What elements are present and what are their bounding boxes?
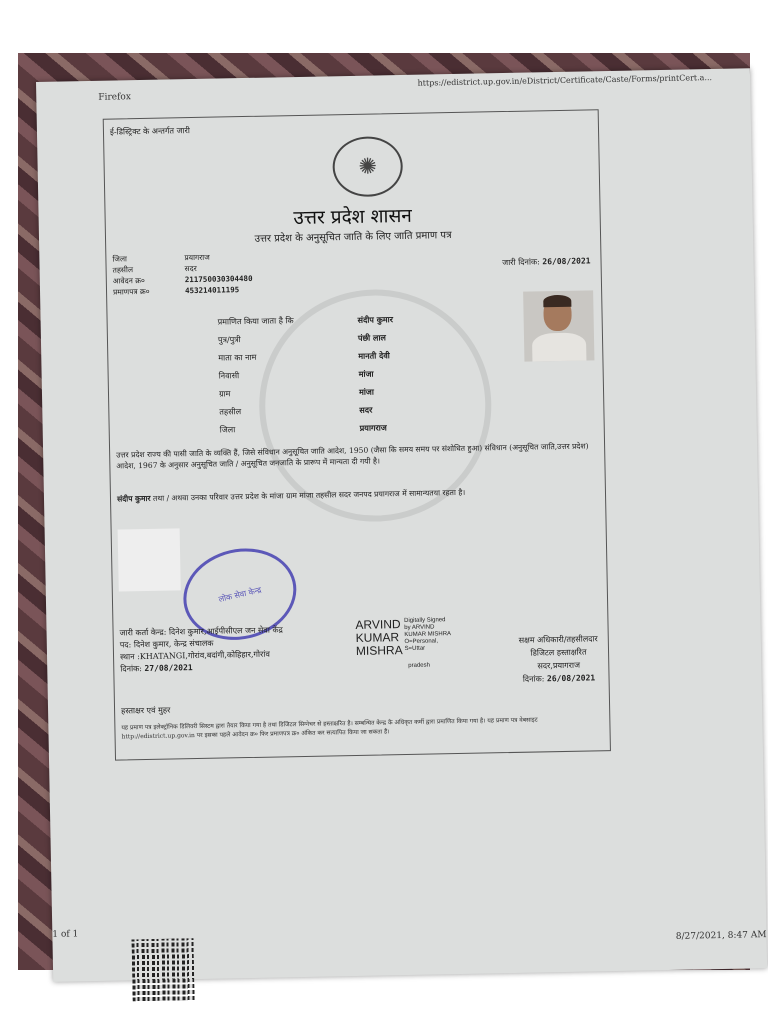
officer-date: दिनांक: 26/08/2021 [522,673,596,684]
certificate-subtitle: उत्तर प्रदेश के अनुसूचित जाति के लिए जाति प्रमाण पत्र [254,230,452,245]
issue-date [502,255,590,268]
state-emblem-icon: ✺ [332,136,403,197]
issuer-center: जारी कर्ता केन्द्र: दिनेश कुमार,आईपीसीएल जन सेवा केंद्र [119,625,283,638]
signer-name-line: MISHRA [355,643,403,658]
field-label: ग्राम [218,389,231,399]
caste-certificate [103,109,611,760]
certificate-number: 453214011195 [184,285,240,296]
application-number: 211750030304480 [184,273,253,285]
residence-text: तथा / अथवा उनका परिवार उत्तर प्रदेश के मांजा ग्राम मांजा तहसील सदर जनपद प्रयागराज में सामान्यतया रहता है। [152,487,466,503]
field-value: सदर [359,404,373,415]
sign-seal-label: हस्ताक्षर एवं मुहर [121,705,171,716]
issuer-post: पद: दिनेश कुमार, केन्द्र संचालक [119,638,214,650]
field-label: पुत्र/पुत्री [217,335,241,345]
signer-name-line: KUMAR [355,630,400,645]
issue-date-label: जारी दिनांक: [502,257,540,268]
officer-place: सदर,प्रयागराज [537,660,581,671]
meta-value: प्रयागराज [184,252,210,263]
signer-name-line: ARVIND [355,617,401,632]
applicant-photo [523,290,594,361]
certificate-title: उत्तर प्रदेश शासन [293,204,413,230]
meta-block [112,251,253,298]
field-value: संदीप कुमार [357,314,394,325]
meta-value: सदर [184,263,197,274]
issuer-block [119,624,283,675]
applicant-fields [217,310,395,439]
signer-detail: O=Personal, [404,638,439,646]
page-count: 1 of 1 [52,929,79,940]
meta-label: जिला [112,254,128,264]
browser-url: https://edistrict.up.gov.in/eDistrict/Certificate/Caste/Forms/printCert.a... [417,73,713,88]
residence-name: संदीप कुमार [116,493,151,504]
qr-code-icon [118,528,181,591]
issuer-location: स्थान :KHATANGI,गोरांव,बदांगी,कोहिहार,गोरांव [119,649,270,662]
seal-stamp-icon: लोक सेवा केन्द्र [174,537,305,650]
field-label: जिला [219,425,236,435]
printed-page [36,68,767,982]
signer-detail: S=Uttar [404,645,426,653]
field-label: निवासी [218,371,240,381]
field-row [220,418,396,439]
officer-sign: डिजिटल हस्ताक्षरित [530,647,587,658]
field-value: मानती देवी [358,350,390,361]
signer-detail: KUMAR MISHRA [404,631,452,639]
field-value: मांजा [358,386,374,397]
signer-detail: pradesh [408,662,431,669]
officer-title: सक्षम अधिकारी/तहसीलदार [518,634,598,645]
meta-label: प्रमाणपत्र क्र० [112,286,150,297]
issuer-date: दिनांक: 27/08/2021 [120,663,193,674]
signer-detail: Digitally Signed [404,617,446,625]
top-note: ई-डिस्ट्रिक्ट के अन्तर्गत जारी [109,126,190,137]
field-label: माता का नाम [218,352,257,363]
meta-row [113,284,253,298]
field-label: प्रमाणित किया जाता है कि [217,316,294,327]
field-value: पंछी लाल [357,332,386,343]
field-label: तहसील [219,407,242,417]
field-value: मांजा [358,368,374,379]
browser-name: Firefox [98,92,131,103]
footer-note: यह प्रमाण पत्र इलेक्ट्रॉनिक डिलिवरी सिस्टम द्वारा तैयार किया गया है तथा डिजिटल सिग्नेचर से हस्ताक्षरित है। सम्बन्धित केन्द्र के अधिकृत कर्मी द्वारा प्रमाणित किया गया है। यह प्रमाण पत्र वेबसाइट http://edistrict.up.gov.in पर इसका पहले आवेदन क्र० फिर प्रमाणपत्र क्र० अंकित कर सत्यापित किया जा सकता है। [121,716,538,741]
signer-detail: by ARVIND [404,624,435,632]
field-value: प्रयागराज [359,422,387,433]
meta-label: तहसील [112,265,134,275]
officer-block [519,632,599,686]
meta-label: आवेदन क्र० [112,275,145,286]
certification-paragraph: उत्तर प्रदेश राज्य की पासी जाति के व्यक्ति हैं, जिसे संविधान अनुसूचित जाति आदेश, 1950 (जैसा कि समय समय पर संशोधित हुआ) संविधान (अनुसूचित जाति,उत्तर प्रदेश) आदेश, 1967 के अनुसार अनुसूचित जाति / अनुसूचित जनजाति के प्रारूप में मान्यता दी गयी है। [116,441,589,471]
issue-date-value: 26/08/2021 [542,256,591,267]
print-timestamp: 8/27/2021, 8:47 AM [675,930,767,942]
digital-signature [355,617,451,671]
